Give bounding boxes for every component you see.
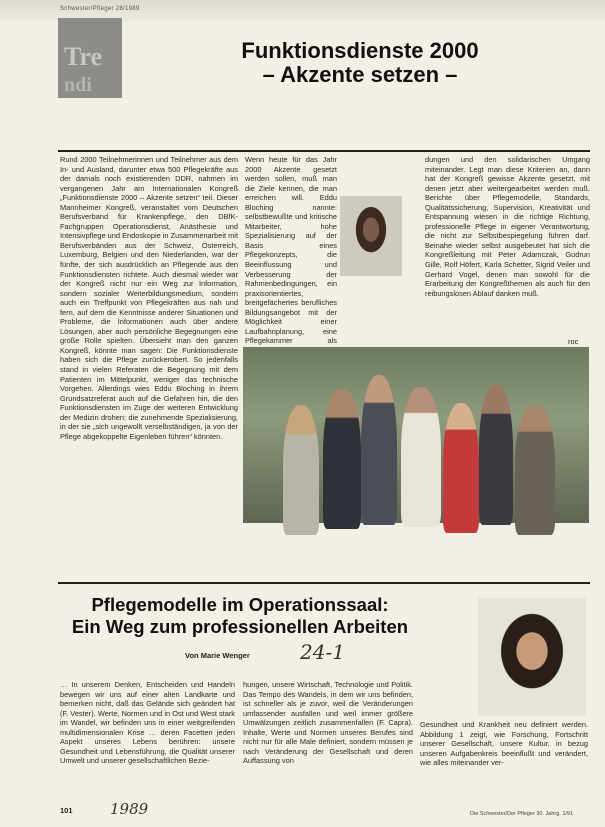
article1-column-3 xyxy=(425,155,590,345)
article2-column-2 xyxy=(243,680,413,804)
article2-title-line1: Pflegemodelle im Operationssaal: xyxy=(91,594,389,615)
author-portrait xyxy=(478,598,586,716)
divider-top xyxy=(58,150,590,152)
group-photo xyxy=(243,347,589,523)
portrait-photo xyxy=(340,196,402,276)
logo-text-2: ndi xyxy=(64,74,92,96)
person-figure xyxy=(515,405,555,535)
author-initials: roc xyxy=(568,337,579,346)
article2-col3-text: Gesundheit und Krankheit neu definiert werden. Abbildung 1 zeigt, wie Forschung, Fortschritt unserer Gesellschaft, unsere Kultur, in bezug unseren Aufgabenkreis beeinflußt und verändert, wie alles miteinander ver- xyxy=(420,720,588,768)
divider-middle xyxy=(58,582,590,584)
running-header: Schwester/Pfleger 28/1989 xyxy=(60,6,140,12)
person-figure xyxy=(323,389,361,529)
article1-column-1 xyxy=(60,155,238,575)
handwritten-note: 24-1 xyxy=(300,640,345,664)
article2-byline: Von Marie Wenger xyxy=(185,651,250,660)
handwritten-year: 1989 xyxy=(110,800,149,818)
article2-col1-text: … In unserem Denken, Entscheiden und Handeln bewegen wir uns auf einer alten Landkarte und bemerken nicht, daß das Gelände sich geändert hat (F. Vester). Werte, Normen und in Ost und West stark im Wandel, wir befinden uns in einer weitgreifenden multidimensionalen Krise … deren Facetten jeden Aspekt unseres Lebens berühren: unsere Gesundheit und Lebensführung, die Qualität unserer Umwelt und unserer gesellschaftlichen Bezie- xyxy=(60,680,235,766)
article1-col3-text: dungen und den solidarischen Umgang miteinander. Legt man diese Kriterien an, dann hat der Kongreß gewisse Akzente gesetzt, mit denen jetzt aber weitergearbeitet werden muß. Berichte über Pflegemodelle, Standards, Qualitätssicherung, Supervision, Kreativität und Entspannung wiesen in die richtige Richtung, professionelle Pflege in eigener Verantwortung, die nicht zur Selbstbespiegelung führen darf. Beinahe wieder selbst ausgebeutet hat sich die Kongreßleitung mit Peter Adamczak, Gudrun Gille, Rolf Höfert, Karla Schetter, Sigrid Veiler und Gerhard Vogel, denen man sowohl für die Erarbeitung der Kongreßthemen als auch für den reibungslosen Ablauf danken muß. xyxy=(425,155,590,298)
person-figure xyxy=(443,403,479,533)
article2-col2-text: hungen, unsere Wirtschaft, Technologie und Politik. Das Tempo des Wandels, in dem wir uns befinden, ist schneller als je zuvor, weil die Veränderungen umfassender ausfallen und weil immer größere Umwälzungen zeitlich zusammenfallen (F. Capra). Inhalte, Werte und Normen unseres Berufes sind nicht nur für alle Male definiert, sondern müssen je nach Veränderung der Gesellschaft und deren Auffassung von xyxy=(243,680,413,766)
person-figure xyxy=(401,387,441,527)
article1-col1-text: Rund 2000 Teilnehmerinnen und Teilnehmer aus dem In- und Ausland, darunter etwa 500 Pflegekräfte aus der damals noch existierenden DDR, nahmen im vergangenen Jahr am Internationalen Kongreß „Funktionsdienste 2000 – Akzente setzen“ teil. Dieser Mannheimer Kongreß, veranstaltet vom Deutschen Berufsverband für Krankenpflege, den DBfK-Fachgruppen Operationsdienst, Anästhesie und Intensivpflege und Endoskopie in Zusammenarbeit mit Berufsverbänden aus der Schweiz, Österreich, Luxemburg, Belgien und den Niederlanden, war der fünfte, der sich ausdrücklich an Pflegende aus den Funktionsdiensten richtete. Auch diesmal wieder war der Kongreß nicht nur ein Weg zur Information, sondern sozialer Weiterbildungsmedium, sondern auch ein Treffpunkt von Pflegekräften aus nah und fern, auf dem die Kenntnisse anderer Situationen und Probleme, die Informationen auch über andere Lösungen, aber auch persönliche Begegnungen eine große Rolle spielten. Übersieht man den ganzen Kongreß, könnte man sagen: Die Funktionsdienste haben sich die Pflege zurückerobert. So jedenfalls stand in vielen Referaten die Begegnung mit dem Patienten im Mittelpunkt, weniger das technische Vorgehen. Allerdings wies Eddu Bloching in ihrem Grundsatzreferat auch auf die Gefahren hin, die den Funktionsdiensten im Zuge der weiteren Entwicklung der Medizin drohen: die zunehmende Spezialisierung, in der sie „sich ungewollt verselbständigen, ja von der Pflege abgekoppelte Eigenleben führen“ könnten. xyxy=(60,155,238,441)
logo-text-1: Tre xyxy=(64,42,103,71)
page-number: 101 xyxy=(60,806,73,815)
article-title-line2: – Akzente setzen – xyxy=(262,62,458,87)
journal-footer: Die Schwester/Der Pfleger 30. Jahrg. 1/91 xyxy=(470,811,574,817)
article2-title-line2: Ein Weg zum professionellen Arbeiten xyxy=(71,616,409,637)
article2-column-1 xyxy=(60,680,235,804)
person-figure xyxy=(479,385,513,525)
article-title-line1: Funktionsdienste 2000 xyxy=(241,38,479,63)
section-logo xyxy=(58,18,122,98)
article1-column-2 xyxy=(245,155,337,345)
person-figure xyxy=(361,375,397,525)
article1-col2-text: Wenn heute für das Jahr 2000 Akzente gesetzt werden sollen, muß man die Ziele kennen, die man erreichen will. Eddu Bloching nannte: selbstbewußte und kritische Mitarbeiter, hohe Spezialisierung auf der Basis eines Pflegekonzepts, die Beeinflussung und Verbesserung der Rahmenbedingungen, ein praxisorientiertes, breitgefächertes berufliches Bildungsangebot mit der Möglichkeit einer Laufbahnplanung, eine Pflegekammer als xyxy=(245,155,337,346)
person-figure xyxy=(283,405,319,535)
article2-column-3 xyxy=(420,720,588,804)
